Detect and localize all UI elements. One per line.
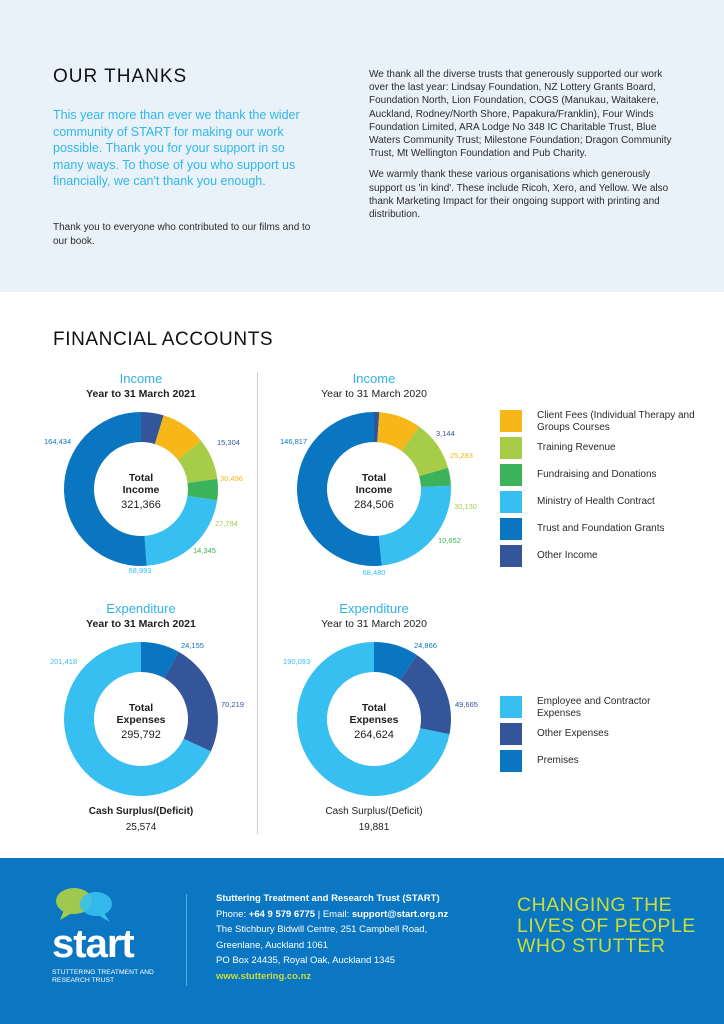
legend-swatch: [500, 750, 522, 772]
income-2021-center-total: 321,366: [121, 499, 161, 511]
email-label: | Email:: [317, 908, 350, 920]
thanks-lead-text: This year more than ever we thank the wider community of START for making our work possible. Thank you for your support in so many ways. To those of you who support us financially, we can't thank you enough.: [53, 108, 300, 189]
expenditure-2021-value-label: 201,418: [50, 657, 78, 666]
po-box: PO Box 24435, Royal Oak, Auckland 1345: [216, 955, 396, 966]
income-2020-center-total: 284,506: [354, 499, 394, 511]
footer: [0, 858, 724, 1024]
expenditure-2021-value-label: 24,155: [181, 641, 204, 650]
income-2021-value-label: 164,434: [44, 437, 72, 446]
address-line-2: Greenlane, Auckland 1061: [216, 939, 328, 951]
legend-item: [500, 464, 700, 486]
income-2021-title: Income: [119, 371, 163, 386]
expenditure-2020-center-label: Expenses: [349, 714, 399, 726]
expenditure-2020-center-label: Total: [361, 702, 387, 714]
income-2020-value-label: 30,130: [454, 502, 477, 511]
thanks-trusts-text: We thank all the diverse trusts that generously supported our work over the last year: Lindsay Foundation, NZ Lottery Grants Board, Foundation North, Lion Foundation, COGS (Manukau, Waitakere, Auckland, Rodney/North Shore, Papakura/Franklin), Four Winds Foundation Limited, ARA Lodge No 348 IC Charitable Trust, Blue Waters Community Trust; Milestone Foundation; Dragon Community Trust, Mt Wellington Foundation and Pub Charity.: [369, 69, 672, 160]
phone-number[interactable]: +64 9 579 6775: [248, 908, 316, 920]
legend-item: [500, 410, 700, 432]
expenditure-2020-subtitle: Year to 31 March 2020: [321, 618, 427, 630]
thanks-title: OUR THANKS: [53, 66, 188, 87]
logo-wordmark: start: [52, 922, 134, 966]
expenditure-2021-value-label: 70,219: [221, 700, 244, 709]
income-2021-value-label: 30,496: [220, 474, 243, 483]
legend-label: Premises: [537, 755, 579, 766]
legend-item: [500, 437, 700, 459]
org-name: Stuttering Treatment and Research Trust (START): [216, 893, 440, 904]
legend-swatch: [500, 410, 522, 432]
legend-label: Ministry of Health Contract: [537, 496, 655, 507]
legend-swatch: [500, 723, 522, 745]
email-address[interactable]: support@start.org.nz: [351, 908, 449, 920]
legend-label: Other Expenses: [537, 728, 609, 739]
income-2021-center-label: Total: [128, 472, 154, 484]
footer-divider: [186, 894, 187, 986]
income-2021-value-label: 14,345: [193, 546, 216, 555]
legend-item: [500, 750, 700, 772]
legend-label: Other Income: [537, 550, 598, 561]
income-2020-title: Income: [352, 371, 396, 386]
legend-swatch: [500, 437, 522, 459]
legend-label: Client Fees (Individual Therapy and Groups Courses: [537, 410, 695, 433]
legend-item: [500, 518, 700, 540]
legend-swatch: [500, 545, 522, 567]
income-2020-value-label: 25,283: [450, 451, 473, 460]
surplus-2020-value: 19,881: [358, 822, 390, 833]
expenditure-2021-center-total: 295,792: [121, 729, 161, 741]
income-2021-value-label: 27,794: [215, 519, 238, 528]
expenditure-2020-value-label: 24,866: [414, 641, 437, 650]
legend-item: [500, 491, 700, 513]
legend-item: [500, 545, 700, 567]
legend-label: Trust and Foundation Grants: [537, 523, 665, 534]
expenditure-2020-value-label: 190,093: [283, 657, 311, 666]
surplus-2021-label: Cash Surplus/(Deficit): [88, 806, 194, 817]
income-2020-value-label: 10,652: [438, 536, 461, 545]
legend-label: Fundraising and Donations: [537, 469, 657, 480]
expenditure-2021-slice-other_expenses: [164, 652, 218, 751]
income-2021-value-label: 15,304: [217, 438, 240, 447]
legend-swatch: [500, 464, 522, 486]
income-2020-slice-ministry: [379, 486, 451, 566]
legend-label: Employee and Contractor Expenses: [537, 696, 651, 719]
income-2020-value-label: 146,817: [280, 437, 308, 446]
expenditure-2020-title: Expenditure: [339, 601, 409, 616]
income-2020-value-label: 3,144: [436, 429, 455, 438]
income-2020-center-label: Income: [355, 484, 393, 496]
expenditure-2020-center-total: 264,624: [354, 729, 394, 741]
legend-label: Training Revenue: [537, 442, 616, 453]
financial-accounts-title: FINANCIAL ACCOUNTS: [53, 329, 274, 350]
expenditure-2021-subtitle: Year to 31 March 2021: [86, 618, 196, 630]
income-2020-center-label: Total: [361, 472, 387, 484]
speech-bubbles-icon: [54, 886, 134, 926]
legend-swatch: [500, 491, 522, 513]
expenditure-2021-center-label: Total: [128, 702, 154, 714]
website-link[interactable]: www.stuttering.co.nz: [216, 970, 312, 982]
address-line-1: The Stichbury Bidwill Centre, 251 Campbell Road,: [216, 924, 428, 935]
contact-line: [216, 907, 506, 923]
expenditure-2020-value-label: 49,665: [455, 700, 478, 709]
income-2021-value-label: 68,993: [128, 566, 152, 575]
income-2021-subtitle: Year to 31 March 2021: [86, 388, 196, 400]
contact-info: [216, 891, 506, 984]
expenditure-2021-title: Expenditure: [106, 601, 176, 616]
income-2021-center-label: Income: [122, 484, 160, 496]
start-logo: [52, 886, 162, 996]
legend-swatch: [500, 696, 522, 718]
expenditure-2021-center-label: Expenses: [116, 714, 166, 726]
surplus-2021-value: 25,574: [125, 822, 157, 833]
surplus-2020-label: Cash Surplus/(Deficit): [325, 806, 423, 817]
logo-subtitle: STUTTERING TREATMENT AND RESEARCH TRUST: [52, 969, 154, 984]
slogan: CHANGING THE LIVES OF PEOPLE WHO STUTTER: [517, 894, 696, 957]
legend-item: [500, 723, 700, 745]
thanks-in-kind-text: We warmly thank these various organisations which generously support us 'in kind'. These include Ricoh, Xero, and Yellow. We also thank Marketing Impact for their ongoing support with printing and distribution.: [369, 169, 669, 221]
legend-swatch: [500, 518, 522, 540]
income-2020-value-label: 68,480: [362, 568, 386, 577]
legend-item: [500, 696, 700, 718]
income-2020-subtitle: Year to 31 March 2020: [321, 388, 427, 400]
phone-label: Phone:: [216, 908, 247, 920]
thanks-contributors-text: Thank you to everyone who contributed to our films and to our book.: [53, 222, 311, 247]
